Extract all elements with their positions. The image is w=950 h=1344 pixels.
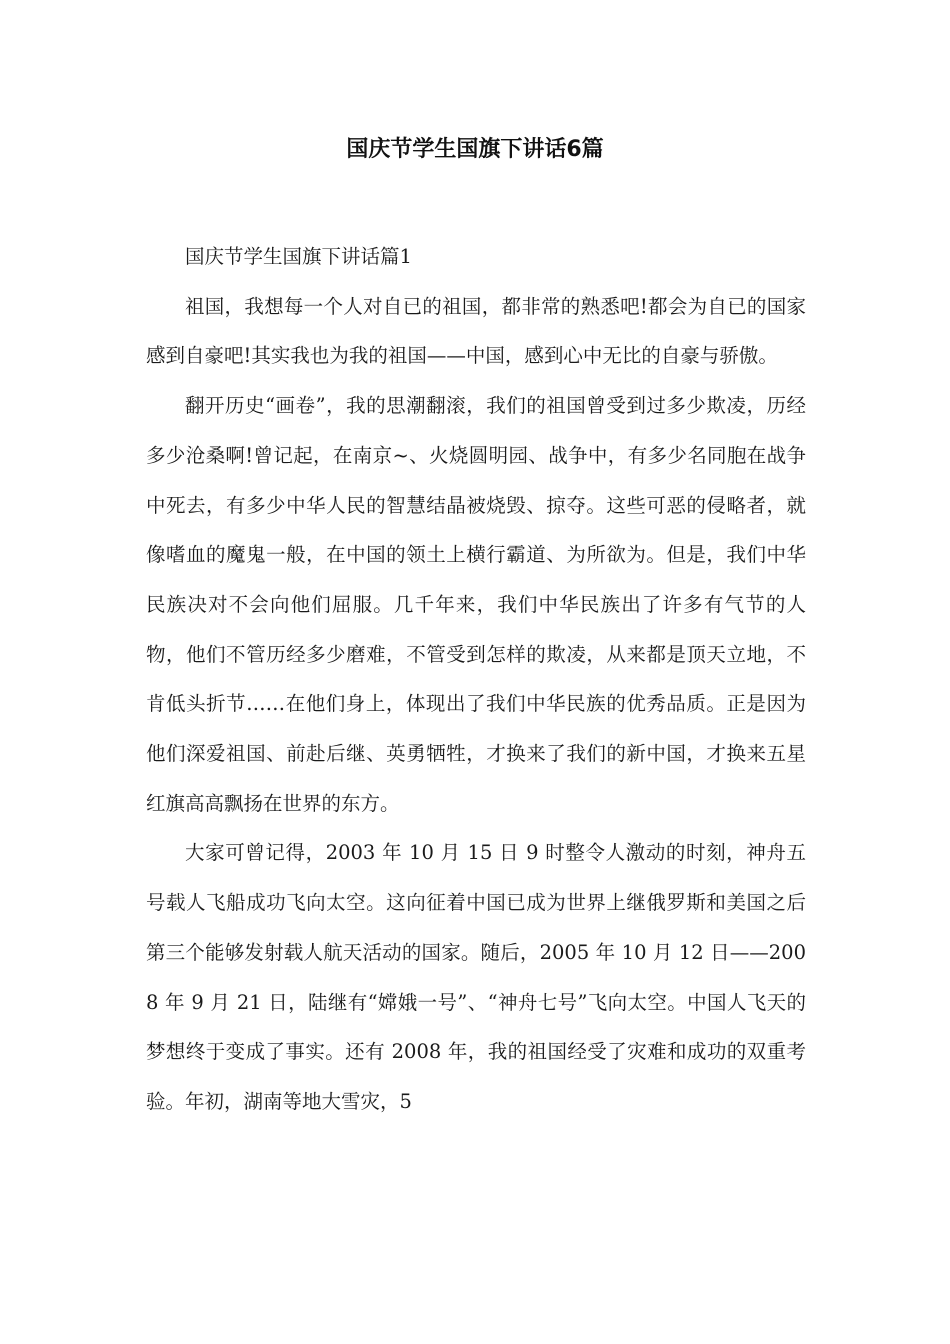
document-body — [146, 232, 806, 1127]
section-heading: 国庆节学生国旗下讲话篇1 — [185, 245, 412, 268]
document-title: 国庆节学生国旗下讲话6篇 — [346, 137, 604, 162]
paragraph: 祖国，我想每一个人对自已的祖国，都非常的熟悉吧!都会为自已的国家感到自豪吧!其实我也为我的祖国——中国，感到心中无比的自豪与骄傲。 — [146, 294, 806, 368]
paragraph: 翻开历史“画卷”，我的思潮翻滚，我们的祖国曾受到过多少欺凌，历经多少沧桑啊!曾记起，在南京~、火烧圆明园、战争中，有多少名同胞在战争中死去，有多少中华人民的智慧结晶被烧毁、掠夺。这些可恶的侵略者，就像嗜血的魔鬼一般，在中国的领土上横行霸道、为所欲为。但是，我们中华民族决对不会向他们屈服。几千年来，我们中华民族出了许多有气节的人物，他们不管历经多少磨难，不管受到怎样的欺凌，从来都是顶天立地，不肯低头折节……在他们身上，体现出了我们中华民族的优秀品质。正是因为他们深爱祖国、前赴后继、英勇牺牲，才换来了我们的新中国，才换来五星红旗高高飘扬在世界的东方。 — [146, 394, 806, 815]
paragraph: 大家可曾记得，2003 年 10 月 15 日 9 时整令人激动的时刻，神舟五号载人飞船成功飞向太空。这向征着中国已成为世界上继俄罗斯和美国之后第三个能够发射载人航天活动的国家。随后，2005 年 10 月 12 日——2008 年 9 月 21 日，陆继有“嫦娥一号”、“神舟七号”飞向太空。中国人飞天的梦想终于变成了事实。还有 2008 年，我的祖国经受了灾难和成功的双重考验。年初，湖南等地大雪灾，5 — [146, 841, 806, 1113]
